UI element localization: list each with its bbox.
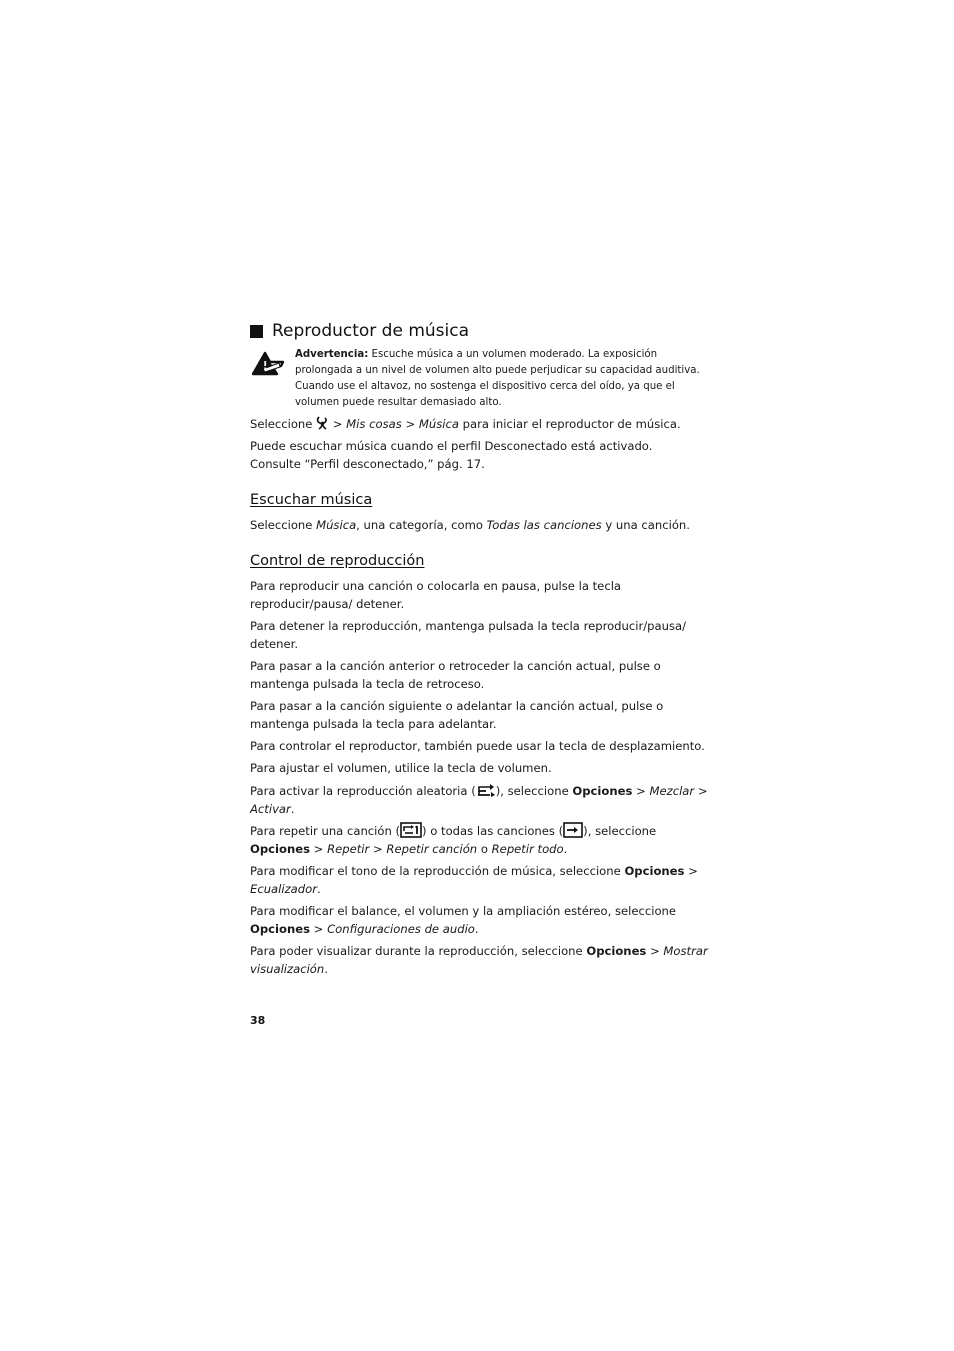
- repeat-one-icon: [400, 822, 422, 838]
- bullet-square-icon: [250, 325, 263, 338]
- section-title: Reproductor de música: [250, 318, 469, 344]
- listen-heading: Escuchar música: [250, 492, 373, 508]
- warning-triangle-icon: [250, 349, 286, 377]
- intro-paragraph-2: Puede escuchar música cuando el perfil Desconectado está activado. Consulte “Perfil desconectado,” pág. 17.: [250, 439, 653, 471]
- shuffle-icon: [476, 783, 496, 798]
- control-paragraph-6: Para ajustar el volumen, utilice la tecla de volumen.: [250, 761, 552, 775]
- control-paragraph-7: Para activar la reproducción aleatoria ( ), seleccione Opciones > Mezclar > Activar.: [250, 784, 708, 816]
- control-paragraph-8: Para repetir una canción ( ) o todas las canciones ( ), seleccione Opciones > Repetir > Repetir canción o Repetir todo.: [250, 824, 657, 856]
- control-paragraph-5: Para controlar el reproductor, también puede usar la tecla de desplazamiento.: [250, 739, 705, 753]
- control-paragraph-4: Para pasar a la canción siguiente o adelantar la canción actual, pulse o mantenga pulsada la tecla para adelantar.: [250, 699, 664, 731]
- warning-text: Advertencia: Escuche música a un volumen moderado. La exposición prolongada a un nivel de volumen alto puede perjudicar su capacidad auditiva. Cuando use el altavoz, no sostenga el dispositivo cerca del oído, ya que el volumen puede resultar demasiado alto.: [295, 349, 700, 408]
- intro-paragraph-1: Seleccione > Mis cosas > Música para iniciar el reproductor de música.: [250, 417, 681, 431]
- control-paragraph-11: Para poder visualizar durante la reproducción, seleccione Opciones > Mostrar visualización.: [250, 944, 708, 976]
- control-paragraph-10: Para modificar el balance, el volumen y la ampliación estéreo, seleccione Opciones > Configuraciones de audio.: [250, 904, 677, 936]
- control-paragraph-1: Para reproducir una canción o colocarla en pausa, pulse la tecla reproducir/pausa/ detener.: [250, 579, 622, 611]
- page-number: 38: [250, 1014, 266, 1027]
- control-heading: Control de reproducción: [250, 553, 425, 569]
- menu-key-icon: [316, 416, 329, 431]
- control-paragraph-3: Para pasar a la canción anterior o retroceder la canción actual, pulse o mantenga pulsada la tecla de retroceso.: [250, 659, 661, 691]
- listen-paragraph: Seleccione Música, una categoría, como Todas las canciones y una canción.: [250, 518, 690, 532]
- control-paragraph-9: Para modificar el tono de la reproducción de música, seleccione Opciones > Ecualizador.: [250, 864, 698, 896]
- control-paragraph-2: Para detener la reproducción, mantenga pulsada la tecla reproducir/pausa/ detener.: [250, 619, 687, 651]
- repeat-all-icon: [563, 822, 583, 838]
